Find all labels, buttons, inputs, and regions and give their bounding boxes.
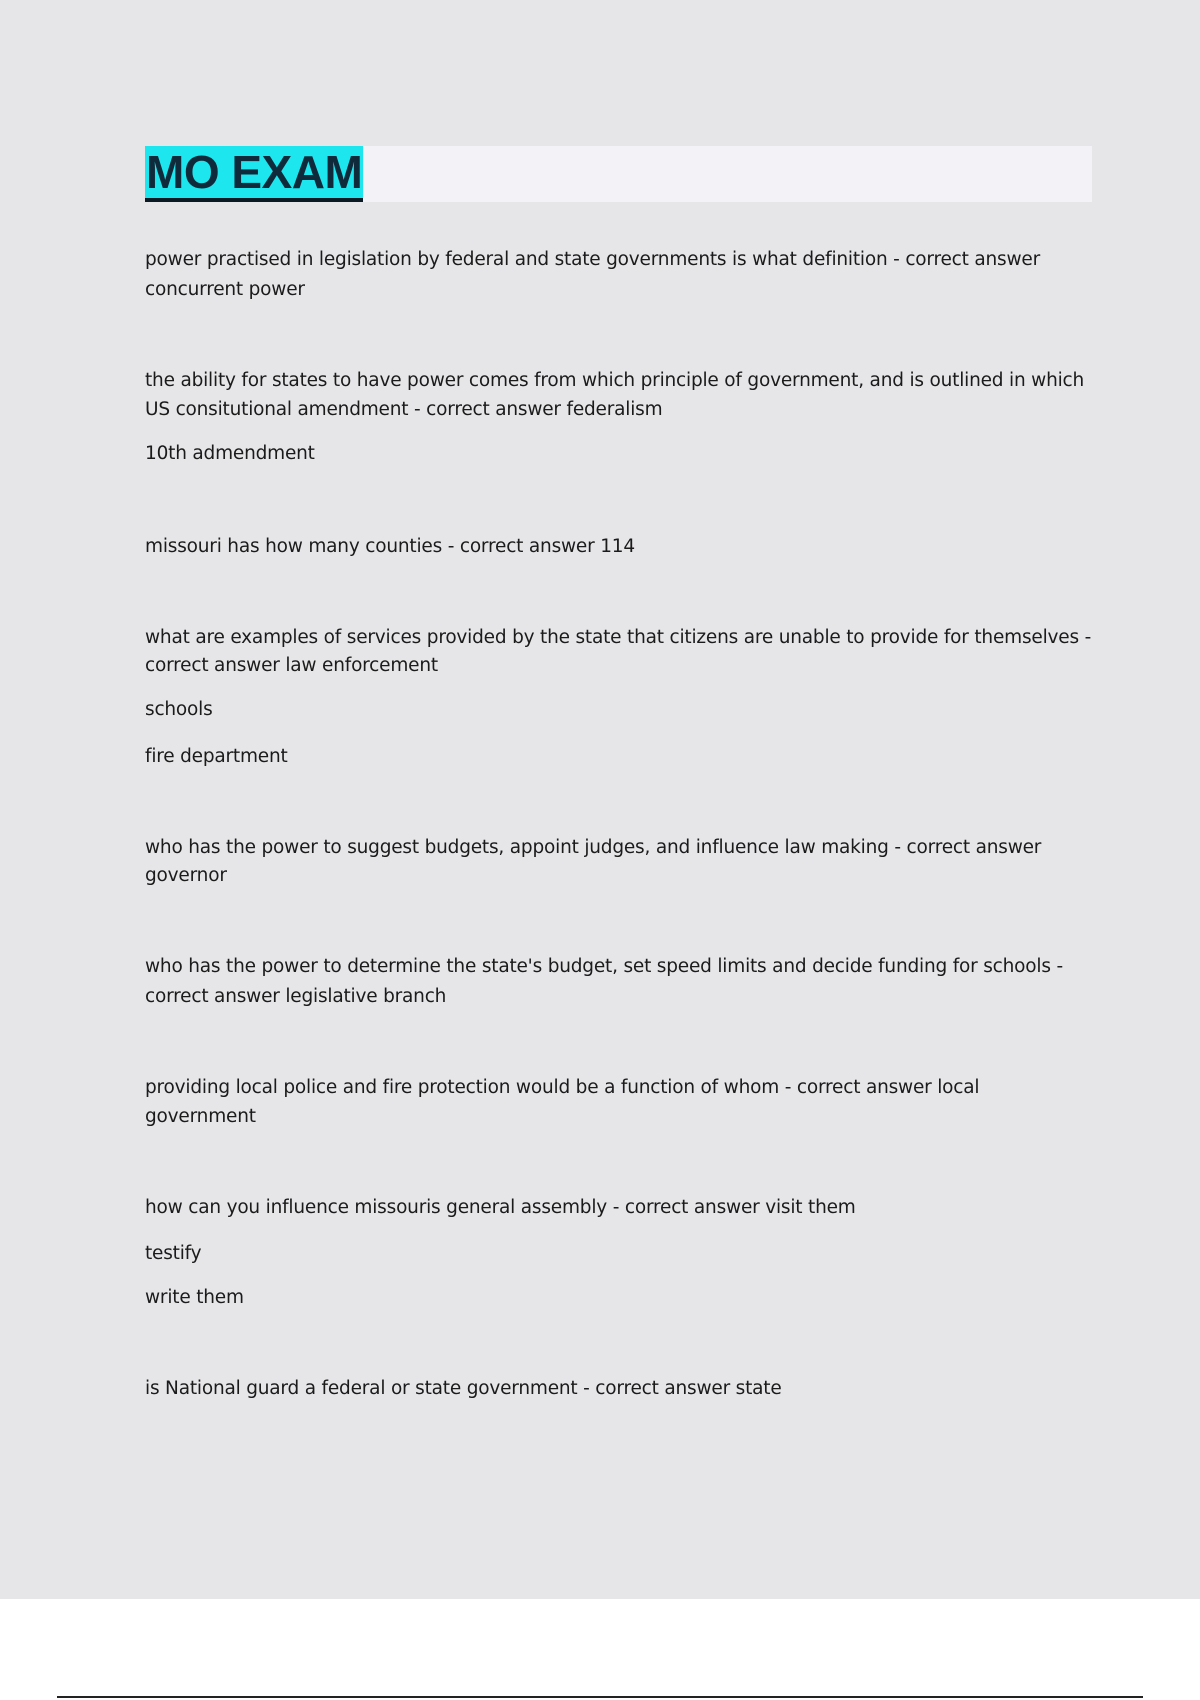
answer-4-extra-1: schools bbox=[145, 699, 213, 720]
question-4-line-1: what are examples of services provided by the state that citizens are unable to provide for themselves - bbox=[145, 627, 1092, 648]
question-5-line-1: who has the power to suggest budgets, appoint judges, and influence law making - correct answer bbox=[145, 837, 1042, 858]
question-1-line-1: power practised in legislation by federal and state governments is what definition - correct answer bbox=[145, 249, 1041, 270]
page-title: MO EXAM bbox=[145, 146, 363, 202]
question-4-line-2: correct answer law enforcement bbox=[145, 655, 438, 676]
answer-8-extra-1: testify bbox=[145, 1243, 202, 1264]
footer-divider bbox=[57, 1696, 1143, 1698]
answer-4-extra-2: fire department bbox=[145, 746, 288, 767]
question-8-line-1: how can you influence missouris general assembly - correct answer visit them bbox=[145, 1197, 856, 1218]
question-3-line-1: missouri has how many counties - correct answer 114 bbox=[145, 536, 635, 557]
question-9-line-1: is National guard a federal or state government - correct answer state bbox=[145, 1378, 782, 1399]
question-7-line-1: providing local police and fire protection would be a function of whom - correct answer local bbox=[145, 1077, 980, 1098]
answer-2-extra: 10th admendment bbox=[145, 443, 315, 464]
question-6-line-2: correct answer legislative branch bbox=[145, 986, 447, 1007]
question-2-line-1: the ability for states to have power comes from which principle of government, and is outlined in which bbox=[145, 370, 1085, 391]
answer-5-line-2: governor bbox=[145, 865, 227, 886]
answer-8-extra-2: write them bbox=[145, 1287, 244, 1308]
answer-1-line-2: concurrent power bbox=[145, 279, 305, 300]
question-6-line-1: who has the power to determine the state's budget, set speed limits and decide funding for schools - bbox=[145, 956, 1063, 977]
answer-7-line-2: government bbox=[145, 1106, 256, 1127]
question-2-line-2: US consitutional amendment - correct answer federalism bbox=[145, 399, 663, 420]
